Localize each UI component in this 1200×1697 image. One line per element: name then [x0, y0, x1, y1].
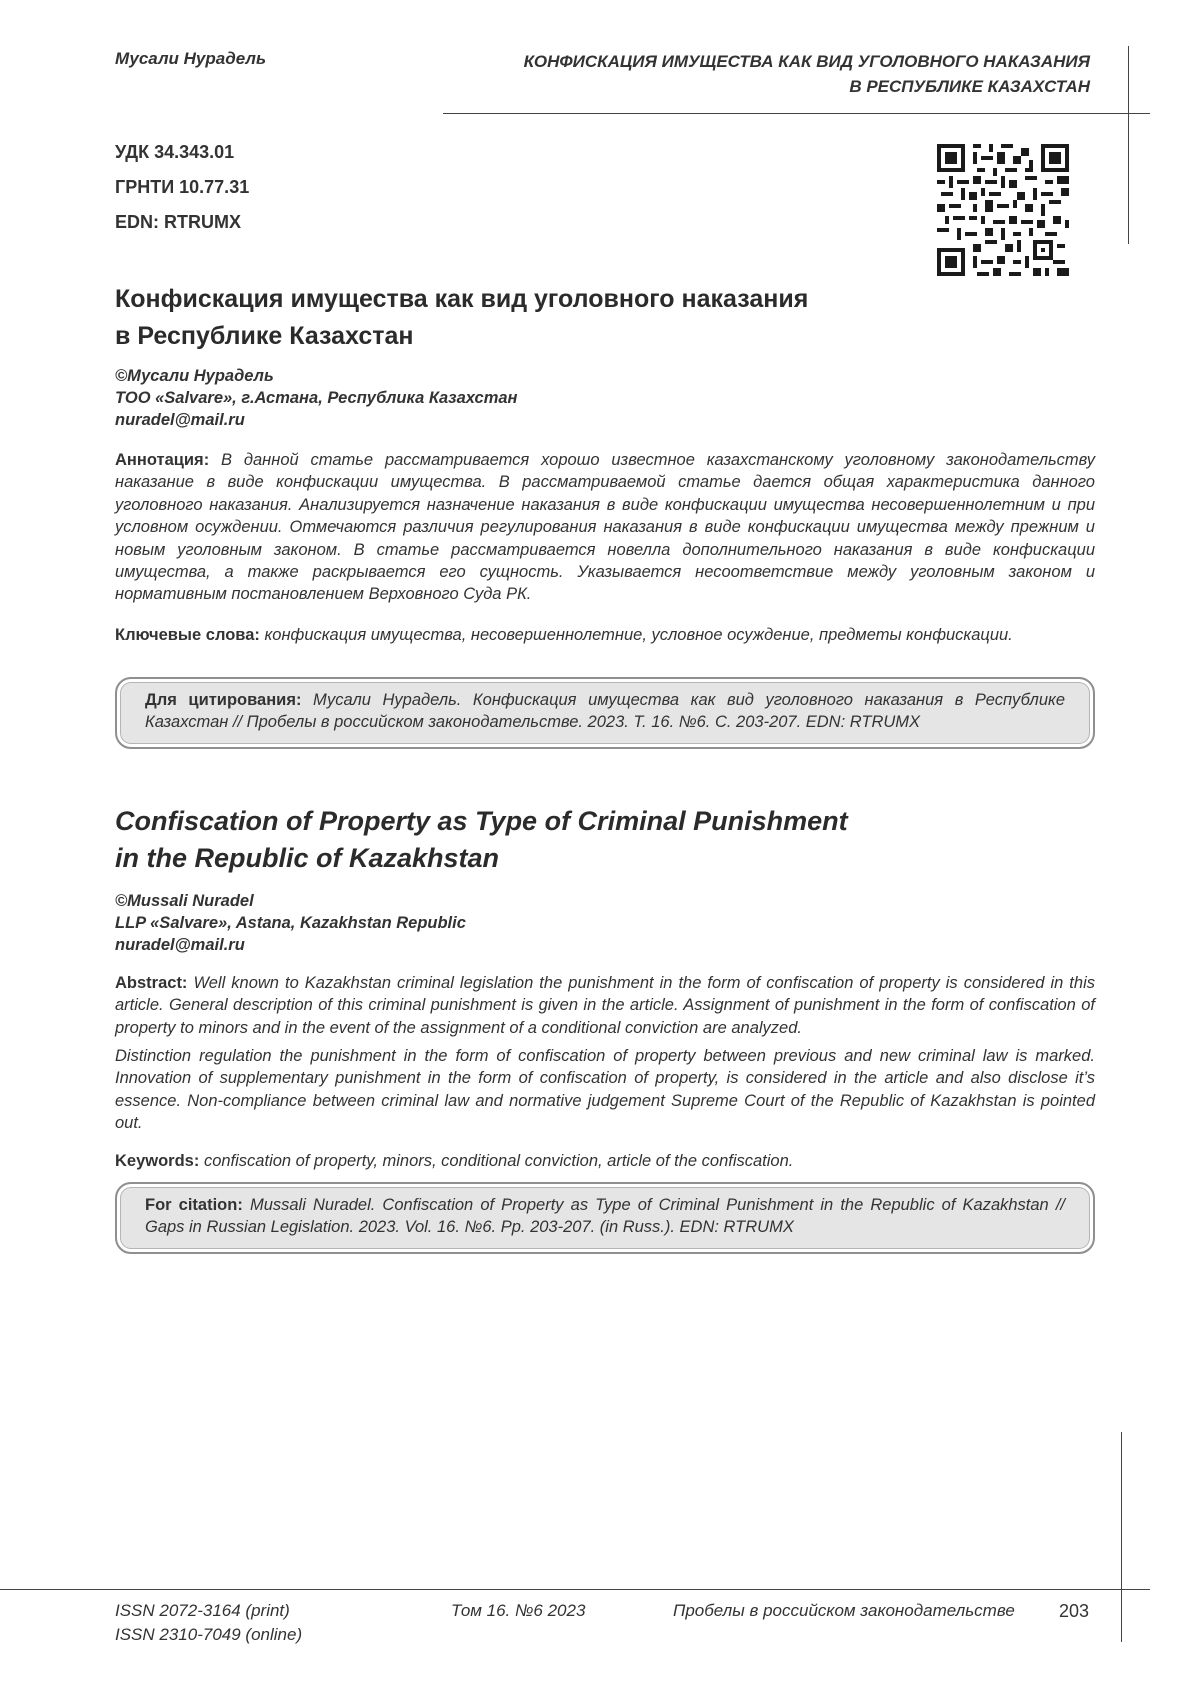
- author-name-en: ©Mussali Nuradel: [115, 890, 466, 912]
- annotation-text-ru: В данной статье рассматривается хорошо известное казахстанскому уголовному законодательству наказание в виде конфискации имущества. В рассматриваемой статье дается общая характеристика данного уголовного наказания. Анализируется назначение наказания в виде конфискации имущества несовершеннолетним и при условном осуждении. Отмечаются различия регулирования наказания в виде конфискации имущества между прежним и новым уголовным законом. В статье рассматривается новелла дополнительного наказания в виде конфискации имущества, а также раскрывается его сущность. Указывается несоответствие между уголовным законом и нормативным постановлением Верховного Суда РК.: [115, 451, 1095, 603]
- running-header-title-line1: КОНФИСКАЦИЯ ИМУЩЕСТВА КАК ВИД УГОЛОВНОГО НАКАЗАНИЯ: [430, 49, 1090, 74]
- footer-journal-name: Пробелы в российском законодательстве: [673, 1599, 1015, 1623]
- keywords-ru: [115, 624, 1095, 646]
- udk-code: УДК 34.343.01: [115, 140, 249, 175]
- citation-text-ru: Мусали Нурадель. Конфискация имущества как вид уголовного наказания в Республике Казахстан // Пробелы в российском законодательстве. 2023. Т. 16. №6. С. 203-207. EDN: RTRUMX: [145, 691, 1065, 731]
- abstract-en-part2: [115, 1045, 1095, 1135]
- keywords-label-en: Keywords:: [115, 1152, 199, 1170]
- edn-code: EDN: RTRUMX: [115, 210, 249, 245]
- author-email-en[interactable]: nuradel@mail.ru: [115, 934, 466, 956]
- author-block-ru: [115, 365, 518, 431]
- keywords-text-ru: конфискация имущества, несовершеннолетние, условное осуждение, предметы конфискации.: [264, 626, 1012, 644]
- abstract-text-en-1: Well known to Kazakhstan criminal legislation the punishment in the form of confiscation of property is considered in this article. General description of this criminal punishment is given in the article. Assignment of punishment in the form of confiscation of property to minors and in the event of the assignment of a conditional conviction are analyzed.: [115, 974, 1095, 1037]
- author-name-ru: ©Мусали Нурадель: [115, 365, 518, 387]
- keywords-text-en: confiscation of property, minors, conditional conviction, article of the confiscation.: [204, 1152, 793, 1170]
- citation-ru: [145, 689, 1065, 734]
- annotation-label-ru: Аннотация:: [115, 451, 209, 469]
- keywords-en: [115, 1150, 1095, 1172]
- citation-box-en: [115, 1182, 1095, 1254]
- article-title-en-line2: in the Republic of Kazakhstan: [115, 840, 915, 877]
- citation-box-ru: [115, 677, 1095, 749]
- footer-rule: [0, 1589, 1150, 1590]
- running-header-title-line2: В РЕСПУБЛИКЕ КАЗАХСТАН: [430, 74, 1090, 99]
- issn-online: ISSN 2310-7049 (online): [115, 1623, 302, 1647]
- footer-vertical-rule: [1121, 1432, 1122, 1642]
- running-header-author: Мусали Нурадель: [115, 49, 266, 69]
- page-number: 203: [1059, 1599, 1089, 1623]
- issn-print: ISSN 2072-3164 (print): [115, 1599, 302, 1623]
- article-title-ru-line2: в Республике Казахстан: [115, 318, 915, 355]
- article-title-en: [115, 803, 915, 877]
- author-email-ru[interactable]: nuradel@mail.ru: [115, 409, 518, 431]
- article-title-en-line1: Confiscation of Property as Type of Criminal Punishment: [115, 803, 915, 840]
- author-block-en: [115, 890, 466, 956]
- footer-issn: [115, 1599, 302, 1647]
- abstract-en-part1: [115, 972, 1095, 1039]
- classification-codes: [115, 140, 249, 245]
- citation-label-en: For citation:: [145, 1196, 243, 1214]
- header-vertical-rule: [1128, 46, 1129, 244]
- qr-code-icon: [937, 144, 1069, 276]
- article-title-ru-line1: Конфискация имущества как вид уголовного наказания: [115, 281, 915, 318]
- footer-volume: Том 16. №6 2023: [451, 1599, 585, 1623]
- annotation-ru: [115, 449, 1095, 606]
- keywords-label-ru: Ключевые слова:: [115, 626, 260, 644]
- author-affiliation-ru: ТОО «Salvare», г.Астана, Республика Казахстан: [115, 387, 518, 409]
- grnti-code: ГРНТИ 10.77.31: [115, 175, 249, 210]
- citation-label-ru: Для цитирования:: [145, 691, 301, 709]
- citation-text-en: Mussali Nuradel. Confiscation of Property as Type of Criminal Punishment in the Republic of Kazakhstan // Gaps in Russian Legislation. 2023. Vol. 16. №6. Pp. 203-207. (in Russ.). EDN: RTRUMX: [145, 1196, 1065, 1236]
- abstract-text-en-2: Distinction regulation the punishment in the form of confiscation of property between previous and new criminal law is marked. Innovation of supplementary punishment in the form of confiscation of property, is considered in the article and also disclose it’s essence. Non-compliance between criminal law and normative judgement Supreme Court of the Republic of Kazakhstan is pointed out.: [115, 1047, 1095, 1132]
- abstract-label-en: Abstract:: [115, 974, 187, 992]
- citation-en: [145, 1194, 1065, 1239]
- article-title-ru: [115, 281, 915, 355]
- header-rule: [443, 113, 1150, 114]
- running-header-title: [430, 49, 1090, 99]
- author-affiliation-en: LLP «Salvare», Astana, Kazakhstan Republic: [115, 912, 466, 934]
